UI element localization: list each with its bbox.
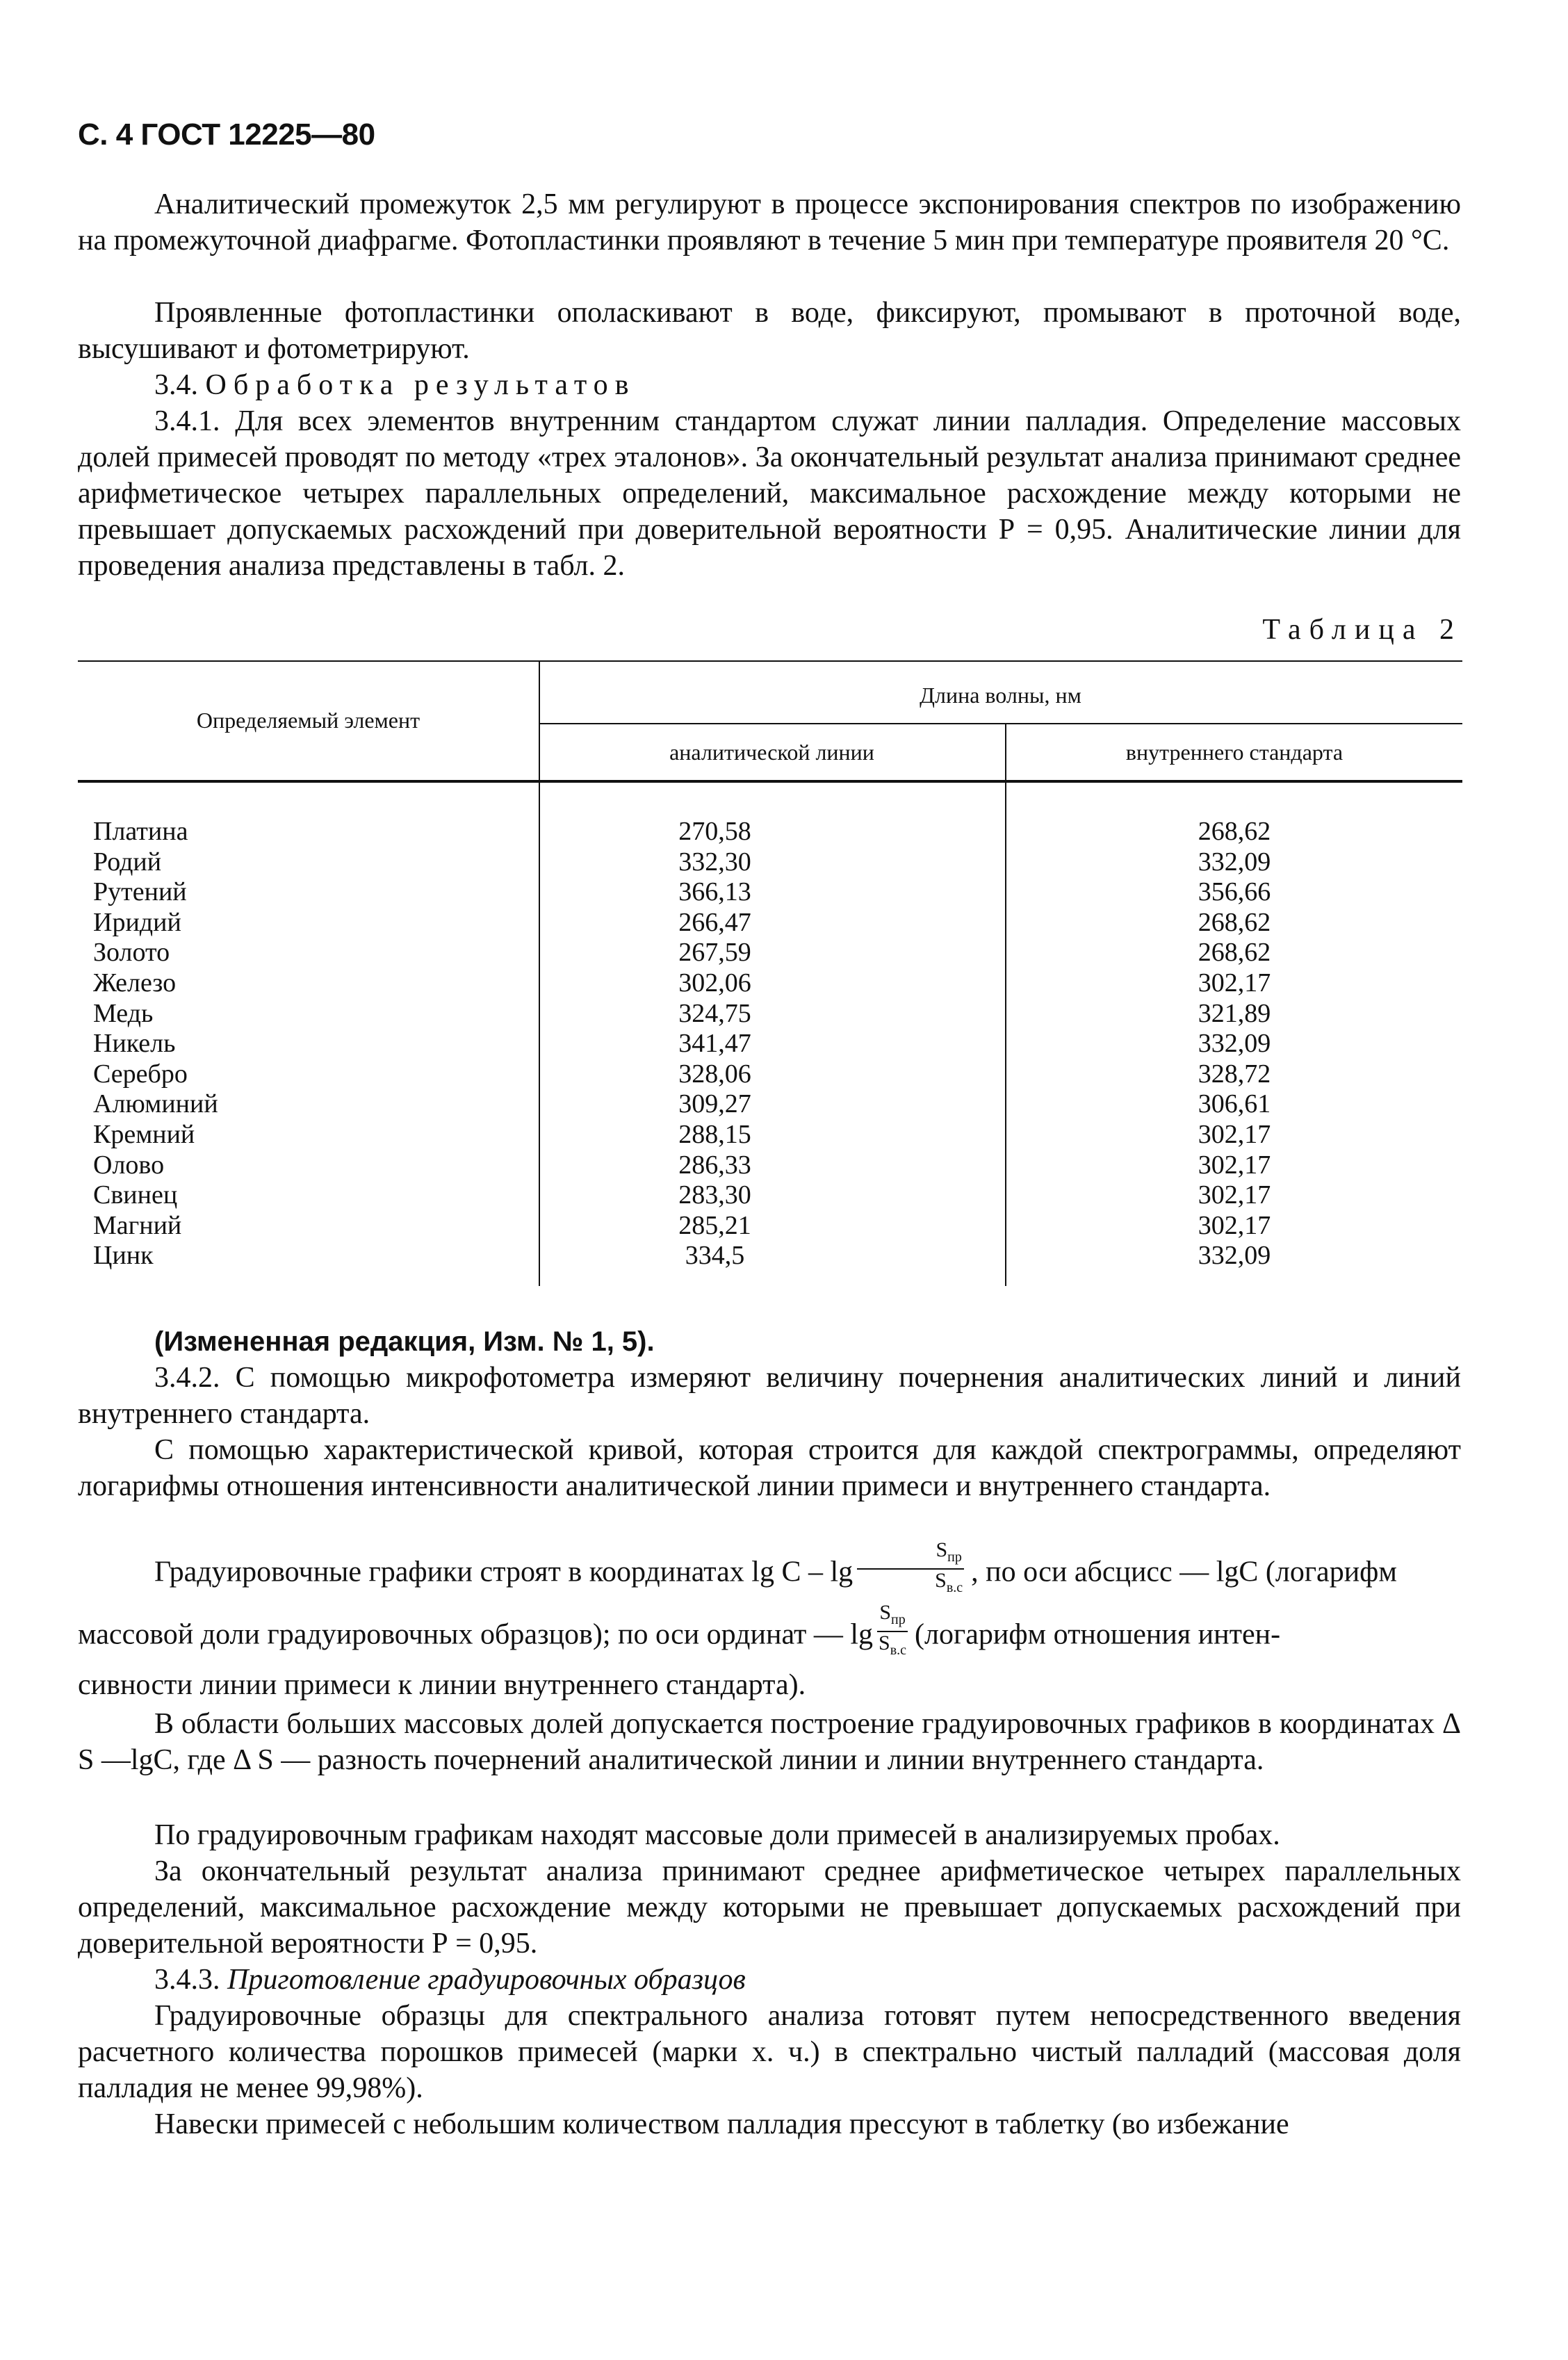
cell-analytic: 366,13: [678, 877, 751, 907]
cell-analytic: 288,15: [678, 1119, 751, 1149]
cell-internal: 268,62: [1198, 817, 1271, 846]
cell-analytic: 324,75: [678, 998, 751, 1028]
header-internal: внутреннего стандарта: [1125, 740, 1344, 765]
paragraph-preparation: Градуировочные образцы для спектрального анализа готовят путем непосредственного введения расчетного количества порошков примесей (марки х. ч.) в спектрально чистый палладий (массовая доля палладия не менее 99,98%).: [78, 2000, 1461, 2104]
table-row: [78, 1089, 1462, 1120]
paragraph-large-fractions: В области больших массовых долей допускается построение градуировочных графиков в координатах Δ S —lgС, где Δ S — разность почернений аналитической линии и линии внутреннего стандарта.: [78, 1708, 1461, 1776]
paragraph-graph-ordinate: [78, 1601, 1461, 1667]
cell-analytic: 334,5: [685, 1241, 745, 1271]
header-wavelength: Длина волны, нм: [920, 683, 1081, 708]
cell-element: Алюминий: [93, 1089, 218, 1119]
table-body: [78, 817, 1462, 1271]
table-header-rule: [78, 780, 1462, 783]
cell-internal: 306,61: [1198, 1089, 1271, 1119]
paragraph-graph-coordinates: [78, 1538, 1461, 1604]
paragraph-developing: Проявленные фотопластинки ополаскивают в воде, фиксируют, промывают в проточной воде, высушивают и фотометрируют.: [78, 297, 1461, 365]
cell-internal: 302,17: [1198, 1210, 1271, 1240]
cell-internal: 332,09: [1198, 1029, 1271, 1059]
table-row: [78, 1059, 1462, 1090]
paragraph-3-4-1: 3.4.1. Для всех элементов внутренним стандартом служат линии палладия. Определение массовых долей примесей проводят по методу «трех эталонов». За окончательный результат анализа принимают среднее арифметическое четырех параллельных определений, максимальное расхождение между которыми не превышает допускаемых расхождений при доверительной вероятности Р = 0,95. Аналитические линии для проведения анализа представлены в табл. 2.: [78, 405, 1461, 582]
cell-analytic: 328,06: [678, 1059, 751, 1089]
cell-internal: 268,62: [1198, 907, 1271, 937]
graph-text-2: , по оси абсцисс — lgС (логарифм: [971, 1556, 1397, 1588]
cell-analytic: 266,47: [678, 907, 751, 937]
cell-analytic: 332,30: [678, 847, 751, 877]
table-row: [78, 999, 1462, 1030]
cell-internal: 332,09: [1198, 847, 1271, 877]
cell-element: Иридий: [93, 907, 181, 937]
header-analytic: аналитической линии: [669, 740, 874, 765]
graph-text-4: (логарифм отношения интен-: [915, 1618, 1281, 1651]
table-row: [78, 908, 1462, 938]
table-row: [78, 1211, 1462, 1242]
cell-element: Цинк: [93, 1241, 154, 1271]
section-number: 3.4.3.: [154, 1964, 220, 1996]
cell-internal: 302,17: [1198, 1119, 1271, 1149]
cell-internal: 302,17: [1198, 968, 1271, 998]
paragraph-pressing: Навески примесей с небольшим количеством палладия прессуют в таблетку (во избежание: [154, 2108, 1289, 2140]
cell-analytic: 286,33: [678, 1150, 751, 1180]
graph-text-1: Градуировочные графики строят в координатах lg С – lg: [154, 1556, 854, 1588]
table-row: [78, 938, 1462, 968]
cell-element: Родий: [93, 847, 162, 877]
cell-element: Золото: [93, 938, 170, 968]
cell-internal: 268,62: [1198, 938, 1271, 968]
table-row: [78, 817, 1462, 847]
cell-element: Железо: [93, 968, 177, 998]
cell-element: Медь: [93, 998, 154, 1028]
cell-internal: 328,72: [1198, 1059, 1271, 1089]
table-row: [78, 1180, 1462, 1211]
section-3-4-3-heading: [78, 1962, 1461, 1998]
cell-analytic: 270,58: [678, 817, 751, 846]
graph-text-3: массовой доли градуировочных образцов); по оси ординат — lg: [78, 1618, 874, 1651]
table-row: [78, 847, 1462, 878]
cell-internal: 321,89: [1198, 998, 1271, 1028]
cell-element: Кремний: [93, 1119, 195, 1149]
cell-analytic: 309,27: [678, 1089, 751, 1119]
paragraph-graph-end: сивности линии примеси к линии внутреннего стандарта).: [78, 1669, 806, 1701]
cell-internal: 332,09: [1198, 1241, 1271, 1271]
cell-internal: 356,66: [1198, 877, 1271, 907]
cell-element: Свинец: [93, 1180, 178, 1210]
table-row: [78, 1029, 1462, 1059]
paragraph-find-fractions: По градуировочным графикам находят массовые доли примесей в анализируемых пробах.: [154, 1819, 1280, 1851]
paragraph-characteristic-curve: С помощью характеристической кривой, которая строится для каждой спектрограммы, определяют логарифмы отношения интенсивности аналитической линии примеси и внутреннего стандарта.: [78, 1434, 1461, 1502]
table-row: [78, 1150, 1462, 1181]
section-title: Обработка результатов: [205, 369, 636, 401]
cell-element: Платина: [93, 817, 188, 846]
section-3-4-heading: [78, 367, 1461, 403]
header-element: Определяемый элемент: [196, 708, 420, 733]
paragraph-3-4-2: 3.4.2. С помощью микрофотометра измеряют величину почернения аналитических линий и линий внутреннего стандарта.: [78, 1362, 1461, 1430]
cell-element: Серебро: [93, 1059, 188, 1089]
cell-analytic: 285,21: [678, 1210, 751, 1240]
table-caption: Таблица 2: [1262, 614, 1462, 646]
table-row: [78, 1241, 1462, 1271]
cell-element: Олово: [93, 1150, 165, 1180]
cell-analytic: 341,47: [678, 1029, 751, 1059]
section-number: 3.4.: [154, 369, 198, 401]
paragraph-final-result: За окончательный результат анализа принимают среднее арифметическое четырех параллельных определений, максимальное расхождение между которыми не превышает допускаемых расхождений при доверительной вероятности Р = 0,95.: [78, 1855, 1461, 1960]
table-row: [78, 877, 1462, 908]
cell-analytic: 267,59: [678, 938, 751, 968]
table-sub-rule: [539, 723, 1462, 724]
table-top-rule: [78, 660, 1462, 662]
cell-element: Рутений: [93, 877, 187, 907]
cell-internal: 302,17: [1198, 1180, 1271, 1210]
table-row: [78, 968, 1462, 999]
ratio-fraction-1: $\frac{S_{пр}}{S_{в.с}}$: [857, 1539, 964, 1599]
cell-analytic: 283,30: [678, 1180, 751, 1210]
edition-note: (Измененная редакция, Изм. № 1, 5).: [154, 1326, 655, 1357]
cell-element: Магний: [93, 1210, 182, 1240]
page-header: С. 4 ГОСТ 12225—80: [78, 117, 375, 152]
cell-element: Никель: [93, 1029, 176, 1059]
table-row: [78, 1120, 1462, 1150]
ratio-fraction-2: $\frac{S_{пр}}{S_{в.с}}$: [879, 1601, 907, 1658]
section-title: Приготовление градуировочных образцов: [227, 1964, 746, 1996]
paragraph-gap: Аналитический промежуток 2,5 мм регулируют в процессе экспонирования спектров по изображению на промежуточной диафрагме. Фотопластинки проявляют в течение 5 мин при температуре проявителя 20 °С.: [78, 188, 1461, 257]
cell-internal: 302,17: [1198, 1150, 1271, 1180]
cell-analytic: 302,06: [678, 968, 751, 998]
